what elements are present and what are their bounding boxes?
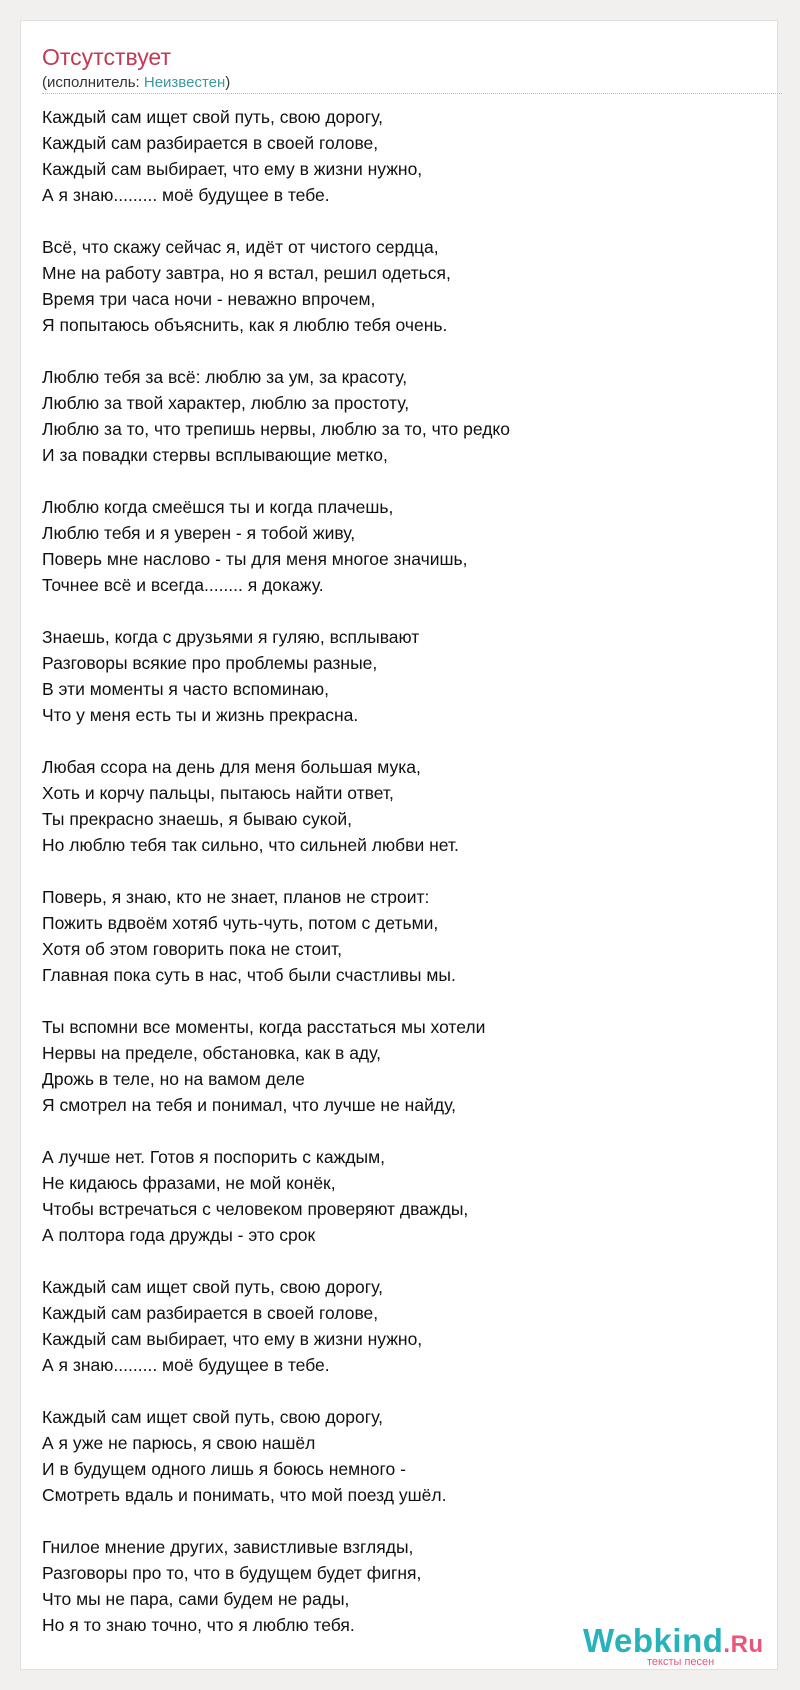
lyric-line: Люблю тебя и я уверен - я тобой живу,	[42, 523, 356, 543]
lyric-line: В эти моменты я часто вспоминаю,	[42, 679, 329, 699]
title-divider	[42, 93, 782, 94]
lyrics-stanza	[42, 364, 762, 468]
lyrics-stanza	[42, 754, 762, 858]
lyric-line: Люблю когда смеёшся ты и когда плачешь,	[42, 497, 394, 517]
lyric-line: Но я то знаю точно, что я люблю тебя.	[42, 1615, 355, 1635]
logo-tld: .Ru	[723, 1631, 764, 1658]
lyric-line: А полтора года дружды - это срок	[42, 1225, 316, 1245]
lyric-line: Мне на работу завтра, но я встал, решил одеться,	[42, 263, 451, 283]
lyric-line: Каждый сам разбирается в своей голове,	[42, 1303, 379, 1323]
lyric-line: Дрожь в теле, но на вамом деле	[42, 1069, 305, 1089]
lyrics-stanza	[42, 1014, 762, 1118]
lyric-line: Каждый сам разбирается в своей голове,	[42, 133, 379, 153]
lyric-line: Гнилое мнение других, завистливые взгляды,	[42, 1537, 414, 1557]
lyric-line: Хоть и корчу пальцы, пытаюсь найти ответ,	[42, 783, 394, 803]
lyric-line: А я знаю......... моё будущее в тебе.	[42, 1355, 330, 1375]
lyrics-stanza	[42, 624, 762, 728]
lyric-line: Люблю за то, что трепишь нервы, люблю за то, что редко	[42, 419, 511, 439]
lyric-line: А я знаю......... моё будущее в тебе.	[42, 185, 330, 205]
logo-tagline: тексты песен	[647, 1656, 715, 1668]
artist-line	[42, 73, 230, 93]
lyric-line: Не кидаюсь фразами, не мой конёк,	[42, 1173, 336, 1193]
lyric-line: Ты вспомни все моменты, когда расстаться мы хотели	[42, 1017, 486, 1037]
lyric-line: А лучше нет. Готов я поспорить с каждым,	[42, 1147, 386, 1167]
lyric-line: Я смотрел на тебя и понимал, что лучше не найду,	[42, 1095, 456, 1115]
lyric-line: Время три часа ночи - неважно впрочем,	[42, 289, 376, 309]
lyric-line: А я уже не парюсь, я свою нашёл	[42, 1433, 316, 1453]
lyric-line: Каждый сам ищет свой путь, свою дорогу,	[42, 1407, 383, 1427]
lyric-line: Точнее всё и всегда........ я докажу.	[42, 575, 324, 595]
lyrics-card	[20, 20, 778, 1670]
lyric-line: Люблю тебя за всё: люблю за ум, за красоту,	[42, 367, 408, 387]
lyric-line: Чтобы встречаться с человеком проверяют дважды,	[42, 1199, 469, 1219]
lyrics-stanza	[42, 104, 762, 208]
lyric-line: Разговоры всякие про проблемы разные,	[42, 653, 378, 673]
lyric-line: И за повадки стервы всплывающие метко,	[42, 445, 388, 465]
lyrics-stanza	[42, 494, 762, 598]
lyric-line: Ты прекрасно знаешь, я бываю сукой,	[42, 809, 352, 829]
lyric-line: Каждый сам выбирает, что ему в жизни нужно,	[42, 159, 423, 179]
lyric-line: Главная пока суть в нас, чтоб были счастливы мы.	[42, 965, 456, 985]
lyric-line: Хотя об этом говорить пока не стоит,	[42, 939, 342, 959]
lyrics-stanza	[42, 1274, 762, 1378]
lyric-line: Что у меня есть ты и жизнь прекрасна.	[42, 705, 359, 725]
lyrics-stanza	[42, 234, 762, 338]
artist-prefix: (исполнитель:	[42, 74, 144, 91]
lyric-line: Поверь, я знаю, кто не знает, планов не строит:	[42, 887, 430, 907]
lyrics-stanza	[42, 1404, 762, 1508]
artist-suffix: )	[225, 74, 231, 91]
logo-brand: Webkind	[583, 1622, 724, 1659]
lyrics-stanza	[42, 884, 762, 988]
lyric-line: Разговоры про то, что в будущем будет фигня,	[42, 1563, 422, 1583]
lyric-line: И в будущем одного лишь я боюсь немного -	[42, 1459, 406, 1479]
lyric-line: Любая ссора на день для меня большая мука,	[42, 757, 421, 777]
lyric-line: Люблю за твой характер, люблю за простоту,	[42, 393, 410, 413]
lyrics-stanza	[42, 1144, 762, 1248]
lyric-line: Поверь мне наслово - ты для меня многое значишь,	[42, 549, 468, 569]
lyric-line: Знаешь, когда с друзьями я гуляю, всплывают	[42, 627, 420, 647]
lyric-line: Что мы не пара, сами будем не рады,	[42, 1589, 350, 1609]
lyric-line: Я попытаюсь объяснить, как я люблю тебя очень.	[42, 315, 448, 335]
lyric-line: Но люблю тебя так сильно, что сильней любви нет.	[42, 835, 459, 855]
artist-link[interactable]: Неизвестен	[143, 74, 226, 91]
lyric-line: Каждый сам выбирает, что ему в жизни нужно,	[42, 1329, 423, 1349]
lyric-line: Каждый сам ищет свой путь, свою дорогу,	[42, 1277, 383, 1297]
lyric-line: Всё, что скажу сейчас я, идёт от чистого сердца,	[42, 237, 439, 257]
lyric-line: Каждый сам ищет свой путь, свою дорогу,	[42, 107, 383, 127]
lyric-line: Смотреть вдаль и понимать, что мой поезд ушёл.	[42, 1485, 447, 1505]
lyrics-body	[42, 104, 762, 1664]
lyric-line: Нервы на пределе, обстановка, как в аду,	[42, 1043, 381, 1063]
webkind-logo	[583, 1621, 773, 1671]
lyric-line: Пожить вдвоём хотяб чуть-чуть, потом с детьми,	[42, 913, 439, 933]
song-title: Отсутствует	[42, 44, 171, 70]
